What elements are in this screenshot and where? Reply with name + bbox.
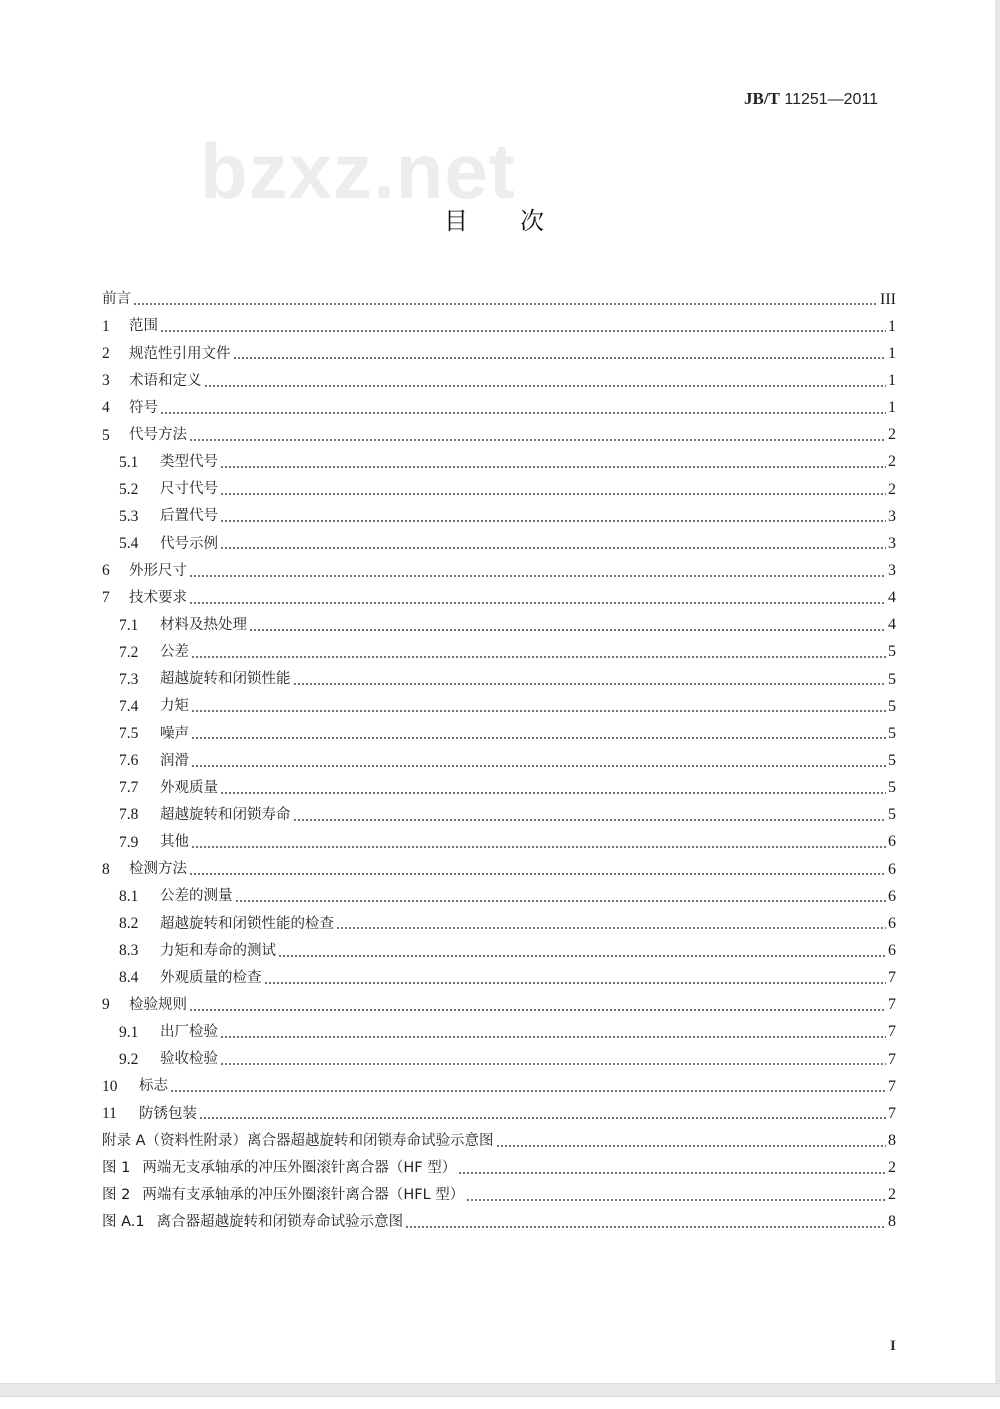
dot-leader [466,1199,886,1201]
toc-entry[interactable] [102,856,896,883]
dot-leader [336,927,886,929]
toc-entry-number: 7.8 [119,806,139,824]
toc-entry[interactable] [102,992,896,1019]
toc-entry-label: 标志 [139,1078,168,1095]
toc-entry-label: 类型代号 [160,454,218,471]
toc-entry-page: 8 [888,1131,896,1149]
dot-leader [191,710,886,712]
toc-entry-label: 超越旋转和闭锁寿命 [160,806,291,823]
toc-entry-number: 图 1 [102,1159,131,1176]
dot-leader [496,1145,886,1147]
toc-entry-page: 2 [888,1159,896,1177]
toc-entry-label: 防锈包装 [139,1105,197,1122]
toc-entry-page: 5 [888,724,896,742]
toc-entry-page: 6 [888,887,896,905]
toc-entry-page: 2 [888,453,896,471]
page-separator-band [0,1383,1000,1397]
toc-entry[interactable] [102,693,896,720]
toc-entry-label: 代号示例 [160,535,218,552]
page-number: I [890,1338,896,1354]
toc-entry-number: 7.6 [119,752,139,770]
toc-entry[interactable] [102,476,896,503]
dot-leader [293,683,887,685]
toc-entry-page: 6 [888,914,896,932]
toc-entry-page: 5 [888,779,896,797]
dot-leader [189,602,886,604]
toc-entry[interactable] [102,585,896,612]
toc-entry[interactable] [102,1182,896,1209]
toc-entry-label: 力矩 [160,698,189,715]
toc-entry-label: 超越旋转和闭锁性能 [160,671,291,688]
toc-entry-label: 两端有支承轴承的冲压外圈滚针离合器（HFL 型） [142,1186,465,1203]
toc-entry-number: 7 [102,589,110,607]
watermark: bzxz.net [200,127,516,215]
dot-leader [189,575,886,577]
dot-leader [189,873,886,875]
toc-entry-page: 2 [888,480,896,498]
toc-entry-label: 技术要求 [129,589,187,606]
dot-leader [405,1226,886,1228]
toc-entry-label: 力矩和寿命的测试 [160,942,276,959]
toc-entry[interactable] [102,503,896,530]
toc-entry-label: 公差 [160,644,189,661]
toc-entry-page: 2 [888,1186,896,1204]
toc-entry-number: 7.3 [119,670,139,688]
toc-entry[interactable] [102,422,896,449]
standard-number: 11251—2011 [779,91,879,108]
toc-entry-page: 1 [888,371,896,389]
toc-entry-number: 8.1 [119,887,139,905]
dot-leader [191,765,886,767]
toc-entry-number: 7.5 [119,725,139,743]
toc-entry-number: 图 2 [102,1186,131,1203]
toc-entry-page: 7 [888,1104,896,1122]
toc-entry-page: 7 [888,1077,896,1095]
toc-entry-page: 1 [888,344,896,362]
toc-entry-page: 1 [888,317,896,335]
toc-entry-number: 8 [102,860,110,878]
toc-entry-page: 7 [888,1023,896,1041]
toc-entry-label: 符号 [129,399,158,416]
dot-leader [191,737,886,739]
toc-entry-label: 材料及热处理 [160,617,247,633]
toc-entry[interactable] [102,1046,896,1073]
toc-entry-label: 术语和定义 [129,372,202,389]
toc-entry-number: 11 [102,1105,117,1123]
toc-entry-number: 5.2 [119,480,139,498]
toc-entry-number: 5.3 [119,507,139,525]
toc-entry-number: 5.1 [119,453,139,471]
toc-entry[interactable] [102,965,896,992]
toc-entry-label: 离合器超越旋转和闭锁寿命试验示意图 [156,1214,404,1231]
toc-entry[interactable] [102,313,896,340]
toc-entry-number: 7.2 [119,643,139,661]
toc-entry-label: 其他 [160,834,189,851]
dot-leader [249,629,886,631]
toc-entry[interactable] [102,775,896,802]
toc-entry-number: 5 [102,426,110,444]
standard-prefix: JB/T [744,89,780,108]
toc-entry-page: 1 [888,399,896,417]
toc-entry-label: 检测方法 [129,861,187,878]
toc-entry[interactable] [102,286,896,313]
dot-leader [235,900,887,902]
toc-entry[interactable] [102,829,896,856]
toc-entry-page: 3 [888,561,896,579]
page-title [444,201,544,236]
toc-entry-page: 6 [888,941,896,959]
dot-leader [220,493,886,495]
toc-entry-number: 5.4 [119,535,139,553]
toc-entry[interactable] [102,340,896,367]
toc-entry-number: 7.7 [119,779,139,797]
toc-entry-number: 10 [102,1077,118,1095]
toc-entry[interactable] [102,720,896,747]
toc-entry[interactable] [102,1155,896,1182]
toc-entry-number: 8.3 [119,942,139,960]
dot-leader [220,520,886,522]
dot-leader [160,330,886,332]
toc-entry-page: 7 [888,996,896,1014]
toc-entry-label: 超越旋转和闭锁性能的检查 [160,915,334,932]
standard-code [744,89,878,109]
toc-entry[interactable] [102,802,896,829]
title-char-2: 次 [520,207,544,235]
dot-leader [264,982,887,984]
toc-entry[interactable] [102,530,896,557]
toc-entry-page: 6 [888,860,896,878]
toc-entry-number: 7.9 [119,833,139,851]
toc-entry[interactable] [102,1019,896,1046]
toc-entry-label: 噪声 [160,725,189,742]
toc-entry[interactable] [102,1127,896,1154]
dot-leader [199,1117,886,1119]
toc-entry-number: 8.2 [119,915,139,933]
page-right-edge [995,0,1000,1383]
dot-leader [220,547,886,549]
toc-entry[interactable] [102,557,896,584]
toc-entry-page: 4 [888,589,896,607]
toc-entry[interactable] [102,883,896,910]
toc-entry[interactable] [102,367,896,394]
toc-entry-number: 3 [102,372,110,390]
title-char-1: 目 [444,207,468,235]
toc-entry-page: 2 [888,426,896,444]
toc-entry[interactable] [102,449,896,476]
toc-entry-page: 7 [888,969,896,987]
toc-entry-label: 前言 [102,291,131,308]
toc-entry-page: 3 [888,534,896,552]
dot-leader [293,819,887,821]
toc-entry-label: 润滑 [160,752,189,769]
toc-entry-number: 9 [102,996,110,1014]
dot-leader [189,439,886,441]
toc-entry-page: 3 [888,507,896,525]
dot-leader [233,357,887,359]
toc-entry-label: 后置代号 [160,508,218,525]
toc-entry-label: 两端无支承轴承的冲压外圈滚针离合器（HF 型） [142,1159,457,1176]
dot-leader [160,412,886,414]
toc-entry-label: 附录 A（资料性附录）离合器超越旋转和闭锁寿命试验示意图 [102,1132,494,1149]
toc-entry-number: 1 [102,317,110,335]
toc-entry-label: 外观质量 [160,779,218,796]
toc-entry[interactable] [102,937,896,964]
dot-leader [189,1009,886,1011]
dot-leader [220,792,886,794]
dot-leader [458,1172,886,1174]
toc-entry[interactable] [102,395,896,422]
toc-entry-label: 公差的测量 [160,888,233,905]
toc-entry[interactable] [102,1209,896,1236]
toc-entry-label: 验收检验 [160,1051,218,1068]
dot-leader [191,656,886,658]
toc-entry-label: 外形尺寸 [129,562,187,579]
toc-entry-page: 5 [888,670,896,688]
toc-entry-page: 5 [888,697,896,715]
toc-entry-page: 5 [888,643,896,661]
dot-leader [220,466,886,468]
dot-leader [220,1063,886,1065]
toc-entry-label: 范围 [129,318,158,335]
toc-entry-number: 7.4 [119,697,139,715]
toc-entry-label: 规范性引用文件 [129,345,231,362]
toc-entry-number: 9.2 [119,1050,139,1068]
toc-entry-number: 2 [102,345,110,363]
toc-entry[interactable] [102,612,896,639]
toc-entry-page: 6 [888,833,896,851]
toc-entry[interactable] [102,747,896,774]
toc-entry-number: 图 A.1 [102,1214,145,1231]
dot-leader [133,303,878,305]
toc-entry-page: III [880,290,896,308]
toc-entry-label: 检验规则 [129,996,187,1013]
toc-entry-number: 7.1 [119,616,139,634]
toc-entry-label: 外观质量的检查 [160,969,262,986]
toc-entry-page: 5 [888,751,896,769]
toc-entry-label: 代号方法 [129,427,187,444]
toc-entry[interactable] [102,1073,896,1100]
toc-entry-page: 4 [888,616,896,634]
dot-leader [278,955,886,957]
toc-entry-number: 8.4 [119,969,139,987]
toc-entry-label: 尺寸代号 [160,481,218,498]
toc-entry[interactable] [102,639,896,666]
toc-entry[interactable] [102,910,896,937]
toc-entry[interactable] [102,1100,896,1127]
table-of-contents [102,286,896,1236]
dot-leader [204,385,887,387]
toc-entry-label: 出厂检验 [160,1024,218,1041]
toc-entry-number: 6 [102,562,110,580]
toc-entry-page: 8 [888,1213,896,1231]
toc-entry-page: 5 [888,806,896,824]
dot-leader [170,1090,886,1092]
dot-leader [191,846,886,848]
dot-leader [220,1036,886,1038]
toc-entry-number: 9.1 [119,1023,139,1041]
toc-entry-number: 4 [102,399,110,417]
toc-entry[interactable] [102,666,896,693]
toc-entry-page: 7 [888,1050,896,1068]
